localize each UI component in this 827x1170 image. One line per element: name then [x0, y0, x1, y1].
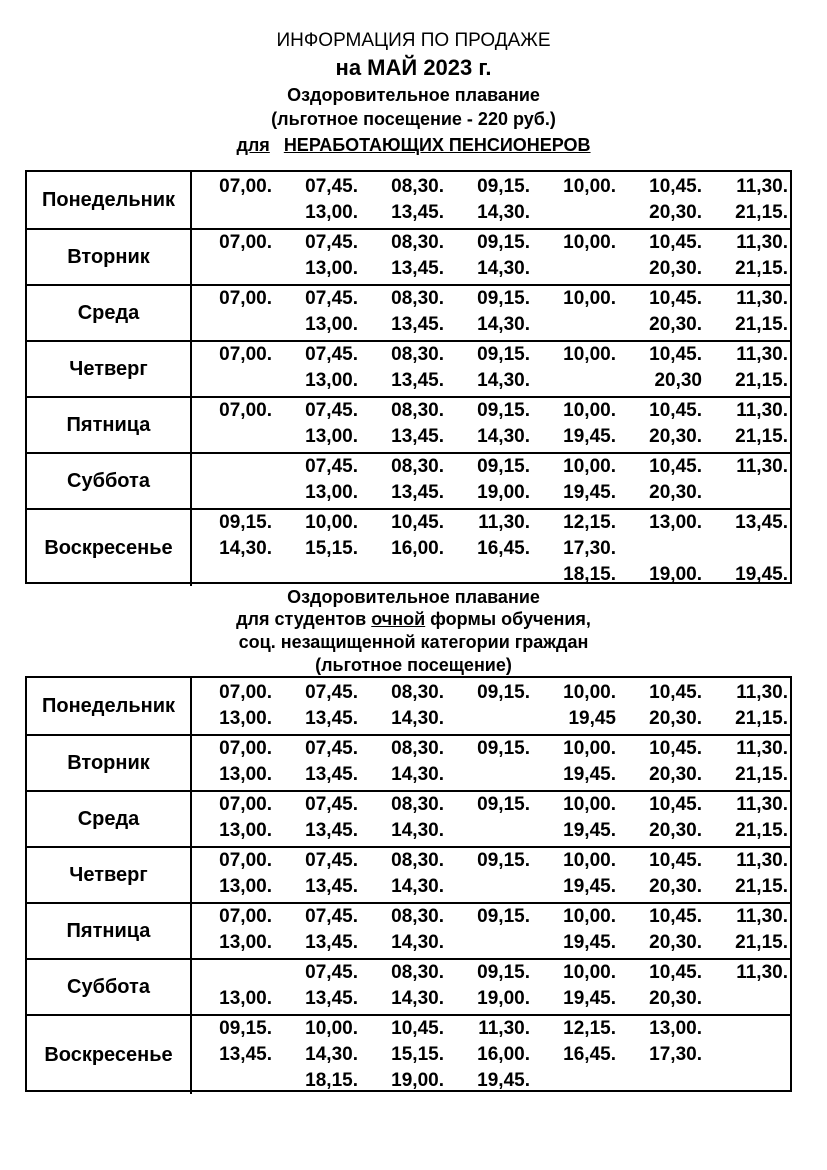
session-time: 08,30. [391, 738, 444, 759]
session-time: 08,30. [391, 288, 444, 309]
session-time: 14,30. [391, 876, 444, 897]
session-time: 08,30. [391, 962, 444, 983]
time-line [192, 368, 790, 394]
audience-prefix: для [236, 135, 270, 155]
session-time: 07,00. [219, 906, 272, 927]
time-line [192, 874, 790, 900]
session-time: 13,00. [305, 482, 358, 503]
session-time: 10,45. [649, 962, 702, 983]
session-time: 11,30. [736, 794, 788, 815]
session-time: 10,45. [649, 400, 702, 421]
session-time: 11,30. [736, 906, 788, 927]
session-time: 11,30. [478, 512, 530, 533]
session-time: 10,00. [563, 906, 616, 927]
session-time: 20,30. [649, 876, 702, 897]
session-time: 07,45. [305, 456, 358, 477]
session-time: 10,45. [391, 1018, 444, 1039]
time-line [192, 736, 790, 762]
session-time: 09,15. [477, 682, 530, 703]
session-time: 19,00. [391, 1070, 444, 1091]
session-time: 13,45. [391, 482, 444, 503]
session-time: 13,00. [305, 202, 358, 223]
session-time: 10,45. [649, 738, 702, 759]
session-time: 19,45. [735, 564, 788, 585]
time-line [192, 510, 790, 536]
session-time: 13,45. [305, 988, 358, 1009]
session-time: 19,45. [563, 932, 616, 953]
session-time: 08,30. [391, 906, 444, 927]
session-time: 18,15. [563, 564, 616, 585]
session-time: 10,00. [563, 456, 616, 477]
session-time: 10,45. [649, 456, 702, 477]
section2-category: соц. незащищенной категории граждан [238, 632, 589, 652]
session-time: 15,15. [305, 538, 358, 559]
session-time: 20,30. [649, 258, 702, 279]
time-line [192, 1042, 790, 1068]
session-time: 14,30. [477, 426, 530, 447]
session-time: 10,00. [563, 400, 616, 421]
session-time: 11,30. [736, 962, 788, 983]
time-line [192, 1068, 790, 1094]
session-time: 13,00. [219, 876, 272, 897]
time-line [192, 1016, 790, 1042]
session-time: 19,45. [477, 1070, 530, 1091]
day-label: Воскресенье [27, 510, 192, 586]
schedule-row [27, 790, 790, 846]
session-time: 21,15. [735, 820, 788, 841]
month-title: на МАЙ 2023 г. [335, 55, 492, 80]
session-time: 07,45. [305, 794, 358, 815]
session-time: 20,30. [649, 426, 702, 447]
section1-audience [0, 136, 827, 154]
time-line [192, 342, 790, 368]
session-time: 10,00. [563, 850, 616, 871]
session-time: 20,30. [649, 988, 702, 1009]
session-time: 14,30. [477, 370, 530, 391]
session-time: 14,30. [391, 932, 444, 953]
session-time: 19,45. [563, 482, 616, 503]
schedule-row [27, 172, 790, 228]
session-time: 10,45. [649, 850, 702, 871]
session-time: 13,00. [649, 512, 702, 533]
session-time: 19,45. [563, 426, 616, 447]
time-line [192, 706, 790, 732]
day-label: Пятница [27, 398, 192, 452]
session-time: 12,15. [563, 1018, 616, 1039]
time-line [192, 454, 790, 480]
day-label: Воскресенье [27, 1016, 192, 1094]
session-time: 13,45. [305, 876, 358, 897]
session-time: 10,45. [649, 288, 702, 309]
session-time: 10,45. [649, 344, 702, 365]
session-time: 08,30. [391, 456, 444, 477]
session-time: 19,45 [568, 708, 616, 729]
session-time: 13,00. [649, 1018, 702, 1039]
audience-students-suffix: формы обучения, [425, 609, 591, 629]
session-time: 19,00. [477, 988, 530, 1009]
time-line [192, 312, 790, 338]
day-label: Четверг [27, 342, 192, 396]
session-time: 19,00. [477, 482, 530, 503]
session-time: 13,00. [305, 370, 358, 391]
session-time: 11,30. [736, 232, 788, 253]
session-time: 11,30. [736, 456, 788, 477]
schedule-row [27, 396, 790, 452]
session-time: 13,45. [305, 932, 358, 953]
session-time: 20,30. [649, 764, 702, 785]
session-time: 13,00. [219, 820, 272, 841]
audience-students-form: очной [371, 609, 426, 629]
session-time: 11,30. [736, 344, 788, 365]
session-time: 16,00. [391, 538, 444, 559]
session-time: 21,15. [735, 314, 788, 335]
session-time: 10,00. [563, 344, 616, 365]
section2-audience [0, 610, 827, 628]
session-time: 10,45. [649, 906, 702, 927]
time-line [192, 792, 790, 818]
time-line [192, 930, 790, 956]
audience-name: НЕРАБОТАЮЩИХ ПЕНСИОНЕРОВ [283, 135, 591, 155]
session-time: 07,45. [305, 962, 358, 983]
session-time: 10,45. [649, 176, 702, 197]
session-time: 08,30. [391, 850, 444, 871]
session-time: 12,15. [563, 512, 616, 533]
session-time: 07,45. [305, 232, 358, 253]
session-time: 09,15. [477, 400, 530, 421]
session-time: 14,30. [477, 314, 530, 335]
session-time: 07,00. [219, 682, 272, 703]
session-time: 14,30. [219, 538, 272, 559]
time-line [192, 762, 790, 788]
session-time: 09,15. [477, 850, 530, 871]
session-time: 08,30. [391, 344, 444, 365]
schedule-row [27, 452, 790, 508]
day-label: Понедельник [27, 172, 192, 228]
session-time: 20,30. [649, 820, 702, 841]
session-time: 19,45. [563, 988, 616, 1009]
session-time: 13,00. [219, 764, 272, 785]
session-time: 21,15. [735, 708, 788, 729]
schedule-row [27, 228, 790, 284]
session-time: 09,15. [477, 962, 530, 983]
session-time: 20,30. [649, 932, 702, 953]
schedule-row [27, 678, 790, 734]
session-time: 11,30. [478, 1018, 530, 1039]
session-time: 19,45. [563, 764, 616, 785]
session-time: 13,00. [305, 426, 358, 447]
time-line [192, 398, 790, 424]
time-line [192, 562, 790, 588]
doc-title: ИНФОРМАЦИЯ ПО ПРОДАЖЕ [276, 30, 551, 51]
session-time: 08,30. [391, 682, 444, 703]
session-time: 21,15. [735, 764, 788, 785]
session-time: 21,15. [735, 426, 788, 447]
session-time: 10,00. [563, 738, 616, 759]
day-label: Суббота [27, 960, 192, 1014]
session-time: 09,15. [477, 906, 530, 927]
section1-title: Оздоровительное плавание [287, 85, 540, 105]
session-time: 13,45. [391, 314, 444, 335]
section1-price: (льготное посещение - 220 руб.) [271, 109, 556, 129]
time-line [192, 256, 790, 282]
time-line [192, 680, 790, 706]
session-time: 07,45. [305, 906, 358, 927]
session-time: 21,15. [735, 258, 788, 279]
session-time: 08,30. [391, 176, 444, 197]
session-time: 15,15. [391, 1044, 444, 1065]
session-time: 13,45. [391, 370, 444, 391]
day-label: Четверг [27, 848, 192, 902]
session-time: 20,30 [654, 370, 702, 391]
session-time: 20,30. [649, 708, 702, 729]
schedule-row [27, 846, 790, 902]
schedule-table-pensioners [25, 170, 792, 584]
session-time: 08,30. [391, 232, 444, 253]
section2-title: Оздоровительное плавание [287, 587, 540, 607]
day-label: Пятница [27, 904, 192, 958]
session-time: 10,45. [649, 232, 702, 253]
session-time: 14,30. [391, 764, 444, 785]
session-time: 09,15. [477, 794, 530, 815]
time-line [192, 424, 790, 450]
time-line [192, 986, 790, 1012]
session-time: 07,00. [219, 344, 272, 365]
session-time: 09,15. [477, 344, 530, 365]
schedule-row [27, 734, 790, 790]
session-time: 09,15. [477, 232, 530, 253]
session-time: 13,45. [735, 512, 788, 533]
schedule-row [27, 284, 790, 340]
session-time: 07,00. [219, 738, 272, 759]
session-time: 13,00. [219, 932, 272, 953]
day-label: Среда [27, 286, 192, 340]
session-time: 13,00. [305, 314, 358, 335]
session-time: 14,30. [477, 202, 530, 223]
session-time: 09,15. [219, 512, 272, 533]
session-time: 20,30. [649, 482, 702, 503]
time-line [192, 536, 790, 562]
session-time: 16,45. [563, 1044, 616, 1065]
session-time: 14,30. [477, 258, 530, 279]
session-time: 08,30. [391, 400, 444, 421]
time-line [192, 286, 790, 312]
session-time: 09,15. [477, 288, 530, 309]
session-time: 07,45. [305, 344, 358, 365]
session-time: 08,30. [391, 794, 444, 815]
session-time: 07,45. [305, 400, 358, 421]
session-time: 07,00. [219, 400, 272, 421]
session-time: 13,45. [305, 820, 358, 841]
time-line [192, 480, 790, 506]
schedule-table-students [25, 676, 792, 1092]
session-time: 11,30. [736, 176, 788, 197]
session-time: 10,00. [563, 176, 616, 197]
session-time: 07,00. [219, 176, 272, 197]
day-label: Вторник [27, 230, 192, 284]
session-time: 07,00. [219, 794, 272, 815]
session-time: 19,00. [649, 564, 702, 585]
session-time: 11,30. [736, 682, 788, 703]
session-time: 14,30. [305, 1044, 358, 1065]
session-time: 07,45. [305, 682, 358, 703]
session-time: 21,15. [735, 932, 788, 953]
session-time: 17,30. [563, 538, 616, 559]
session-time: 20,30. [649, 202, 702, 223]
session-time: 13,45. [219, 1044, 272, 1065]
session-time: 10,00. [563, 794, 616, 815]
day-label: Вторник [27, 736, 192, 790]
session-time: 19,45. [563, 876, 616, 897]
session-time: 07,45. [305, 738, 358, 759]
session-time: 11,30. [736, 400, 788, 421]
session-time: 11,30. [736, 738, 788, 759]
day-label: Среда [27, 792, 192, 846]
session-time: 09,15. [477, 176, 530, 197]
time-line [192, 174, 790, 200]
session-time: 13,00. [305, 258, 358, 279]
schedule-row [27, 508, 790, 586]
session-time: 10,00. [563, 232, 616, 253]
session-time: 13,00. [219, 708, 272, 729]
session-time: 13,45. [305, 708, 358, 729]
session-time: 10,00. [563, 682, 616, 703]
time-line [192, 904, 790, 930]
schedule-row [27, 1014, 790, 1094]
session-time: 16,00. [477, 1044, 530, 1065]
session-time: 11,30. [736, 288, 788, 309]
session-time: 10,45. [649, 794, 702, 815]
session-time: 18,15. [305, 1070, 358, 1091]
time-line [192, 848, 790, 874]
audience-students-prefix: для студентов [236, 609, 372, 629]
session-time: 11,30. [736, 850, 788, 871]
time-line [192, 230, 790, 256]
session-time: 16,45. [477, 538, 530, 559]
session-time: 13,00. [219, 988, 272, 1009]
session-time: 10,00. [563, 962, 616, 983]
session-time: 21,15. [735, 370, 788, 391]
session-time: 09,15. [477, 738, 530, 759]
session-time: 13,45. [391, 258, 444, 279]
session-time: 10,00. [563, 288, 616, 309]
time-line [192, 200, 790, 226]
session-time: 10,45. [649, 682, 702, 703]
section2-note: (льготное посещение) [315, 655, 512, 675]
day-label: Понедельник [27, 678, 192, 734]
session-time: 19,45. [563, 820, 616, 841]
session-time: 13,45. [305, 764, 358, 785]
session-time: 14,30. [391, 708, 444, 729]
schedule-row [27, 340, 790, 396]
session-time: 14,30. [391, 820, 444, 841]
session-time: 20,30. [649, 314, 702, 335]
session-time: 07,45. [305, 850, 358, 871]
session-time: 09,15. [477, 456, 530, 477]
session-time: 07,45. [305, 176, 358, 197]
session-time: 14,30. [391, 988, 444, 1009]
session-time: 10,00. [305, 1018, 358, 1039]
session-time: 07,00. [219, 232, 272, 253]
session-time: 07,00. [219, 850, 272, 871]
session-time: 07,45. [305, 288, 358, 309]
session-time: 09,15. [219, 1018, 272, 1039]
session-time: 10,00. [305, 512, 358, 533]
session-time: 17,30. [649, 1044, 702, 1065]
session-time: 21,15. [735, 876, 788, 897]
time-line [192, 818, 790, 844]
session-time: 13,45. [391, 426, 444, 447]
session-time: 07,00. [219, 288, 272, 309]
day-label: Суббота [27, 454, 192, 508]
session-time: 21,15. [735, 202, 788, 223]
session-time: 10,45. [391, 512, 444, 533]
schedule-row [27, 902, 790, 958]
schedule-row [27, 958, 790, 1014]
time-line [192, 960, 790, 986]
session-time: 13,45. [391, 202, 444, 223]
